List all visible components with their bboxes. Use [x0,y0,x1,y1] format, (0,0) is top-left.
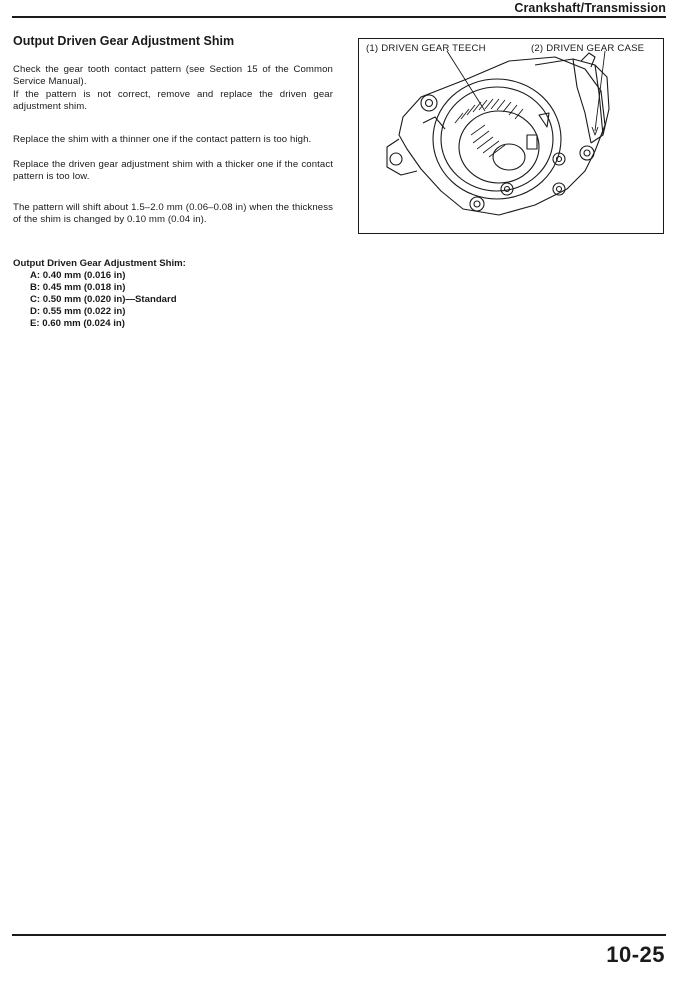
instruction-paragraph: Replace the driven gear adjustment shim with a thicker one if the contact pattern is too low. [13,159,333,182]
shim-size-list [13,258,186,330]
callout-driven-gear-teeth: (1) DRIVEN GEAR TEECH [366,43,486,54]
gear-case-illustration [359,39,664,234]
header-divider [12,16,666,18]
shim-option: D: 0.55 mm (0.022 in) [30,306,126,317]
callout-driven-gear-case: (2) DRIVEN GEAR CASE [531,43,645,54]
shim-list-title: Output Driven Gear Adjustment Shim: [13,258,186,269]
section-header-title: Crankshaft/Transmission [514,1,666,15]
section-heading: Output Driven Gear Adjustment Shim [13,34,235,48]
gear-case-figure [358,38,664,234]
footer-divider [12,934,666,936]
shim-option: E: 0.60 mm (0.024 in) [30,318,125,329]
instruction-paragraph: Check the gear tooth contact pattern (see Section 15 of the Common Service Manual). [13,64,333,87]
shim-option: C: 0.50 mm (0.020 in)—Standard [30,294,177,305]
shim-option: A: 0.40 mm (0.016 in) [30,270,126,281]
page-number: 10-25 [606,942,665,967]
instruction-paragraph: The pattern will shift about 1.5–2.0 mm (0.06–0.08 in) when the thickness of the shim is changed by 0.10 mm (0.04 in). [13,202,333,225]
instruction-paragraph: If the pattern is not correct, remove and replace the driven gear adjustment shim. [13,89,333,112]
instruction-paragraph: Replace the shim with a thinner one if the contact pattern is too high. [13,134,312,145]
shim-option: B: 0.45 mm (0.018 in) [30,282,126,293]
shim-options [13,270,186,330]
